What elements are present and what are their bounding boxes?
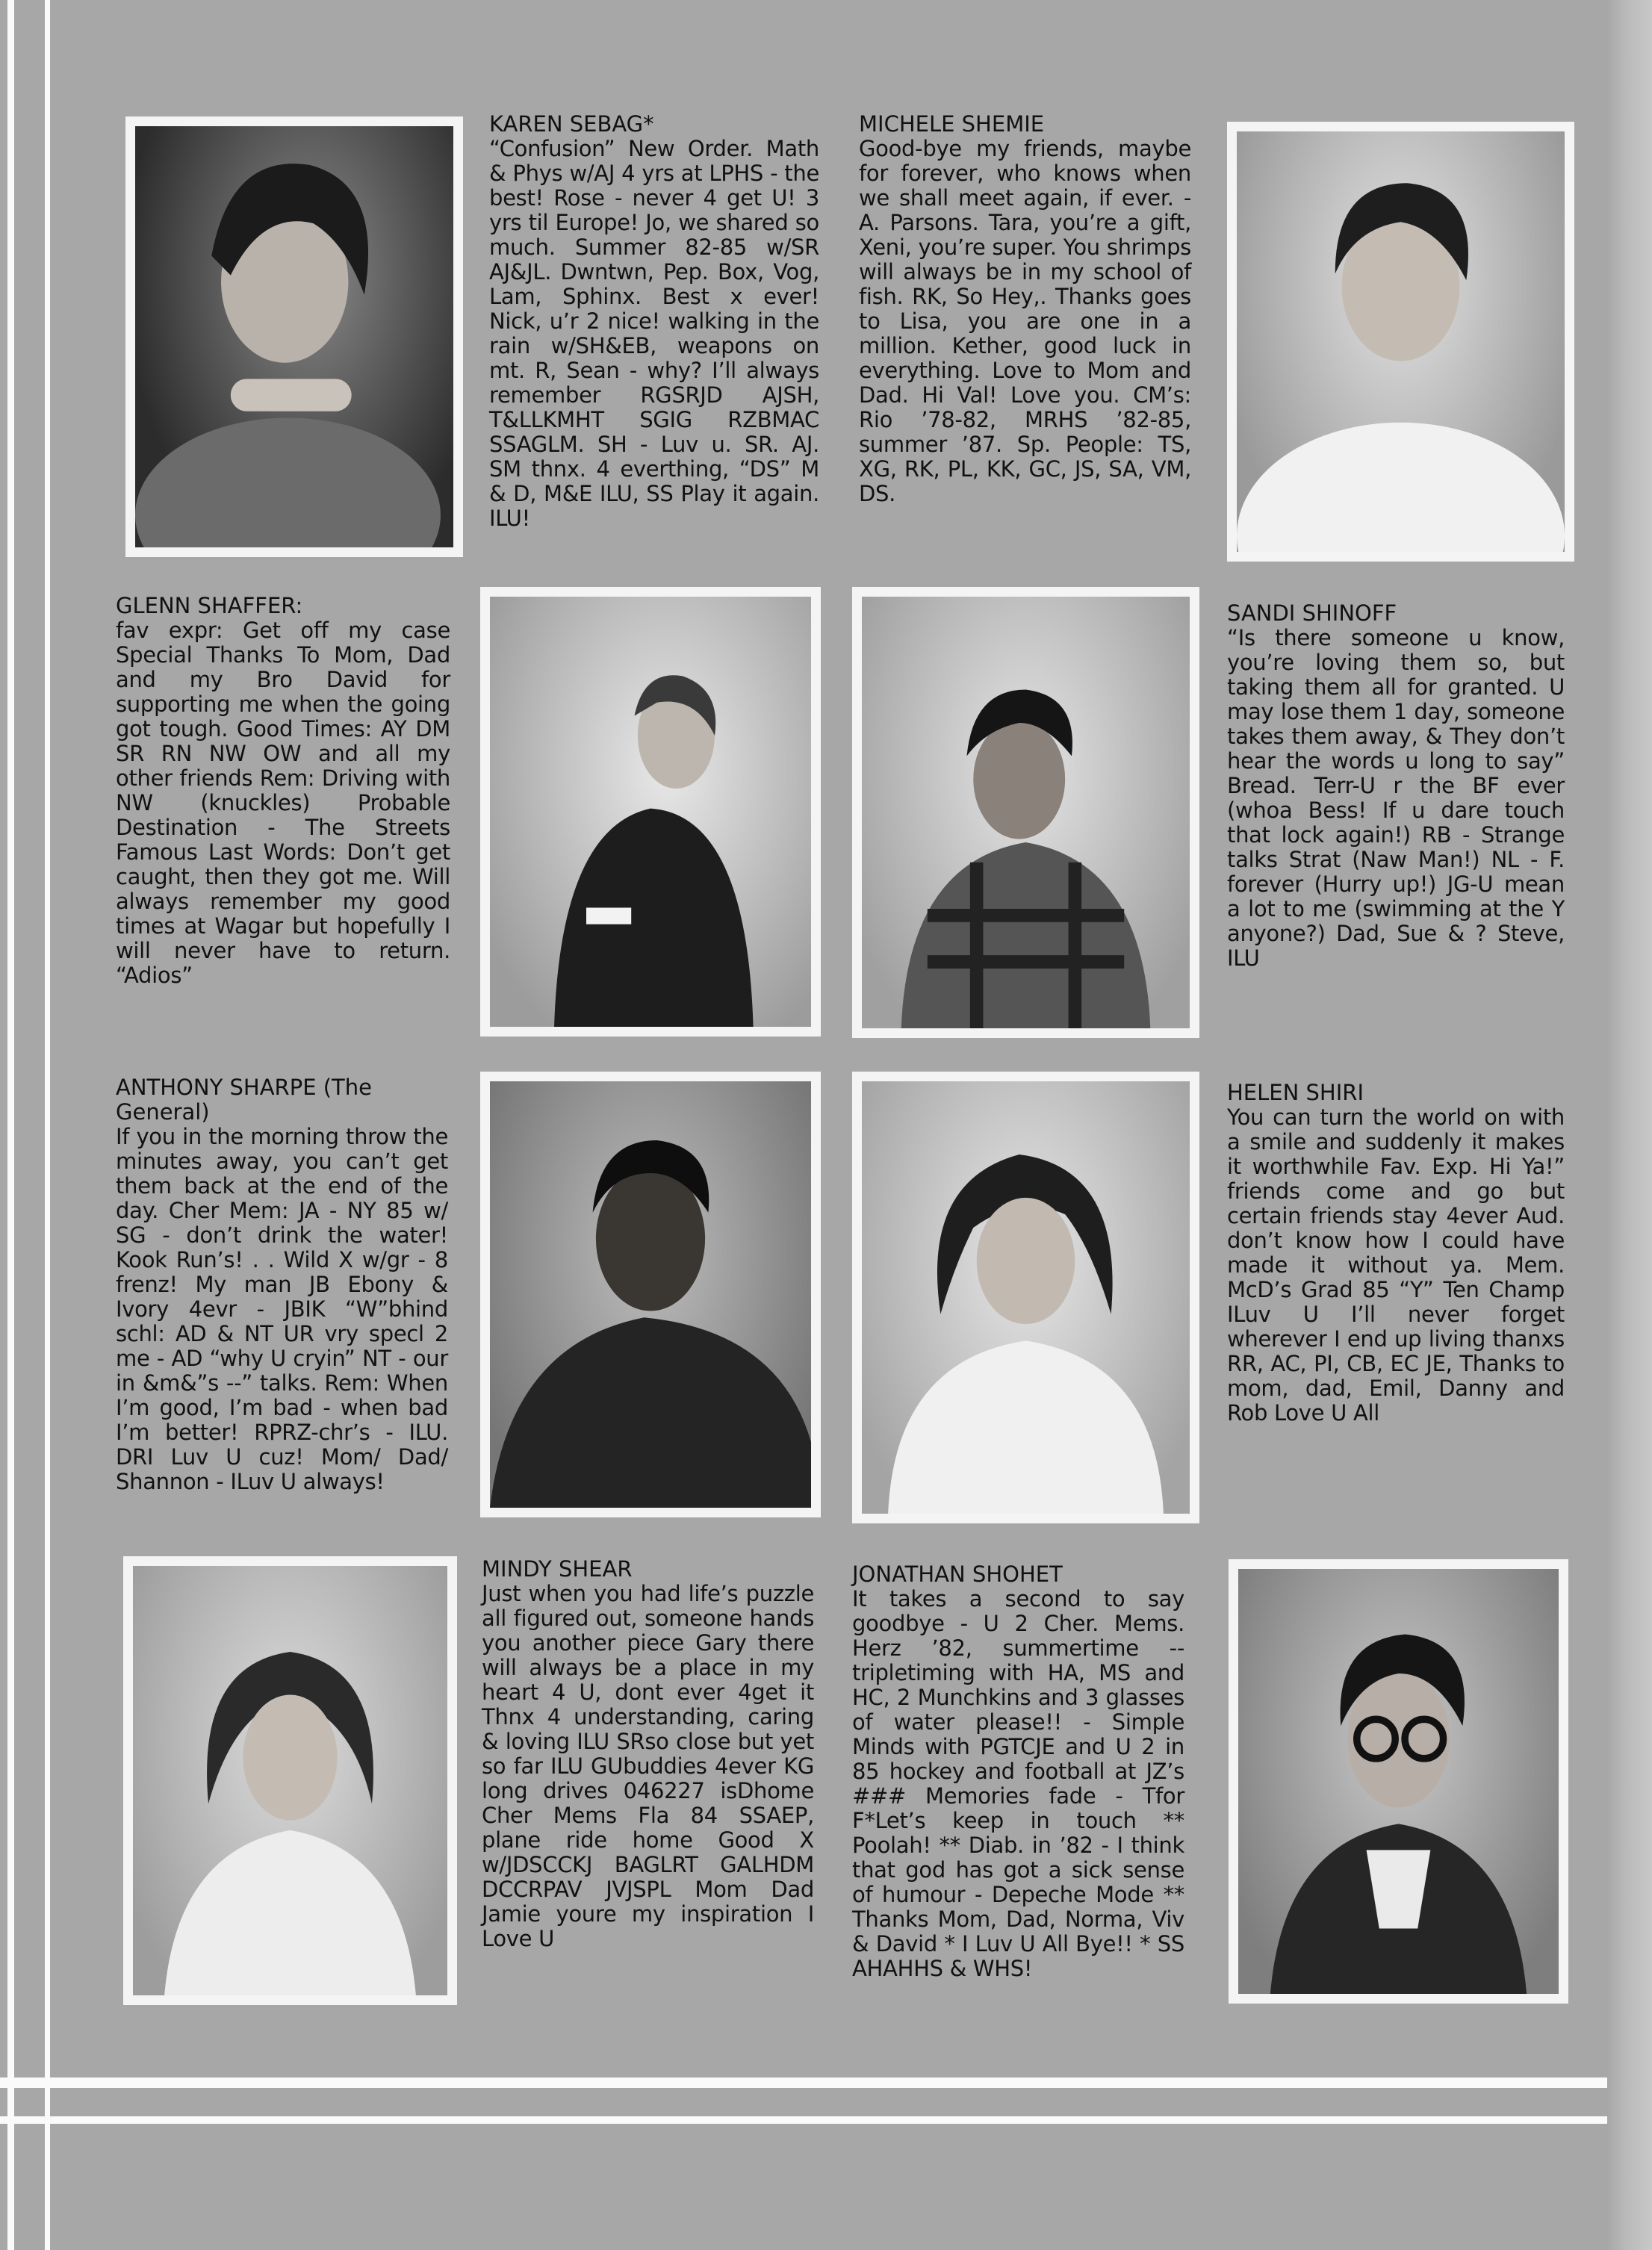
student-name: ANTHONY SHARPE (The General): [116, 1075, 372, 1125]
photo-karen-sebag: [125, 116, 463, 557]
student-name: MINDY SHEAR: [482, 1556, 633, 1582]
photo-glenn-shaffer: [480, 587, 821, 1037]
blurb-helen-shiri: [1227, 1081, 1565, 1426]
student-blurb-text: You can turn the world on with a smile and suddenly it makes it worthwhile Fav. Exp. Hi Ya!” friends come and go but certain friends stay 4ever Aud. don’t know how I could have made it without ya. Mem. McD’s Grad 85 “Y” Ten Champ ILuv U I’ll never forget wherever I end up living thanxs RR, AC, PI, CB, EC JE, Thanks to mom, dad, Emil, Danny and Rob Love U All: [1227, 1104, 1565, 1426]
student-blurb-text: It takes a second to say goodbye - U 2 Cher. Mems. Herz ’82, summertime -- tripletiming with HA, MS and HC, 2 Munchkins and 3 glasses of water please!! - Simple Minds with PGTCJE and U 2 in 85 hockey and football at JZ’s ### Memories fade - Tfor F*Let’s keep in touch ** Poolah! ** Diab. in ’82 - I think that god has got a sick sense of humour - Depeche Mode ** Thanks Mom, Dad, Norma, Viv & David * I Luv U All Bye!! * SS AHAHHS & WHS!: [852, 1586, 1184, 1981]
left-rule-2: [45, 0, 50, 2250]
blurb-glenn-shaffer: [116, 594, 450, 988]
bottom-rule-2: [0, 2116, 1652, 2124]
blurb-jonathan-shohet: [852, 1562, 1184, 1981]
student-name: KAREN SEBAG*: [489, 111, 654, 137]
blurb-michele-shemie: [859, 112, 1191, 506]
student-blurb-text: “Confusion” New Order. Math & Phys w/AJ 4 yrs at LPHS - the best! Rose - never 4 get U! 3 yrs til Europe! Jo, we shared so much. Summer 82-85 w/SR AJ&JL. Dwntwn, Pep. Box, Vog, Lam, Sphinx. Best x ever! Nick, u’r 2 nice! walking in the rain w/SH&EB, weapons on mt. R, Sean - why? I’ll always remember RGSRJD AJSH, T&LLKMHT SGIG RZBMAC SSAGLM. SH - Luv u. SR. AJ. SM thnx. 4 everthing, “DS” M & D, M&E ILU, SS Play it again. ILU!: [489, 136, 819, 531]
student-name: HELEN SHIRI: [1227, 1080, 1364, 1105]
student-name: SANDI SHINOFF: [1227, 600, 1397, 626]
student-name: MICHELE SHEMIE: [859, 111, 1045, 137]
photo-sandi-shinoff: [852, 587, 1199, 1038]
bottom-rule-1: [0, 2077, 1652, 2088]
student-blurb-text: If you in the morning throw the minutes away, you can’t get them back at the end of the day. Cher Mem: JA - NY 85 w/ SG - don’t drink the water! Kook Run’s! . . Wild X w/gr - 8 frenz! My man JB Ebony & Ivory 4evr - JBIK “W”bhind schl: AD & NT UR vry specl 2 me - AD “why U cryin” NT - our in &m&”s --” talks. Rem: When I’m good, I’m bad - when bad I’m better! RPRZ-chr’s - ILU. DRI Luv U cuz! Mom/ Dad/ Shannon - ILuv U always!: [116, 1124, 448, 1494]
student-blurb-text: Just when you had life’s puzzle all figured out, someone hands you another piece Gary there will always be a place in my heart 4 U, dont ever 4get it Thnx 4 understanding, caring & loving ILU SRso close but yet so far ILU GUbuddies 4ever KG long drives 046227 isDhome Cher Mems Fla 84 SSAEP, plane ride home Good X w/JDSCCKJ BAGLRT GALHDM DCCRPAV JVJSPL Mom Dad Jamie youre my inspiration I Love U: [482, 1581, 814, 1951]
blurb-mindy-shear: [482, 1557, 814, 1951]
photo-anthony-sharpe: [480, 1072, 821, 1517]
student-name: JONATHAN SHOHET: [852, 1561, 1063, 1587]
photo-jonathan-shohet: [1229, 1559, 1568, 2004]
student-name: GLENN SHAFFER:: [116, 593, 303, 618]
photo-mindy-shear: [123, 1556, 457, 2005]
photo-helen-shiri: [852, 1072, 1199, 1523]
page-edge-shade: [1607, 0, 1652, 2250]
student-blurb-text: fav expr: Get off my case Special Thanks To Mom, Dad and my Bro David for supporting me when the going got tough. Good Times: AY DM SR RN NW OW and all my other friends Rem: Driving with NW (knuckles) Probable Destination - The Streets Famous Last Words: Don’t get caught, then they got me. Will always remember my good times at Wagar but hopefully I will never have to return. “Adios”: [116, 618, 450, 988]
student-blurb-text: Good-bye my friends, maybe for forever, who knows when we shall meet again, if ever. - A. Parsons. Tara, you’re a gift, Xeni, you’re super. You shrimps will always be in my school of fish. RK, So Hey,. Thanks goes to Lisa, you are one in a million. Kether, good luck in everything. Love to Mom and Dad. Hi Val! Love you. CM’s: Rio ’78-82, MRHS ’82-85, summer ’87. Sp. People: TS, XG, RK, PL, KK, GC, JS, SA, VM, DS.: [859, 136, 1191, 506]
blurb-karen-sebag: [489, 112, 819, 531]
student-blurb-text: “Is there someone u know, you’re loving them so, but taking them all for granted. U may lose them 1 day, someone takes them away, & They don’t hear the words u long to say” Bread. Terr-U r the BF ever (whoa Bess! If u dare touch that lock again!) RB - Strange talks Strat (Naw Man!) NL - F. forever (Hurry up!) JG-U mean a lot to me (swimming at the Y anyone?) Dad, Sue & ? Steve, ILU: [1227, 625, 1565, 971]
left-rule-1: [7, 0, 14, 2250]
photo-michele-shemie: [1227, 122, 1574, 562]
blurb-anthony-sharpe: [116, 1075, 448, 1494]
blurb-sandi-shinoff: [1227, 601, 1565, 971]
